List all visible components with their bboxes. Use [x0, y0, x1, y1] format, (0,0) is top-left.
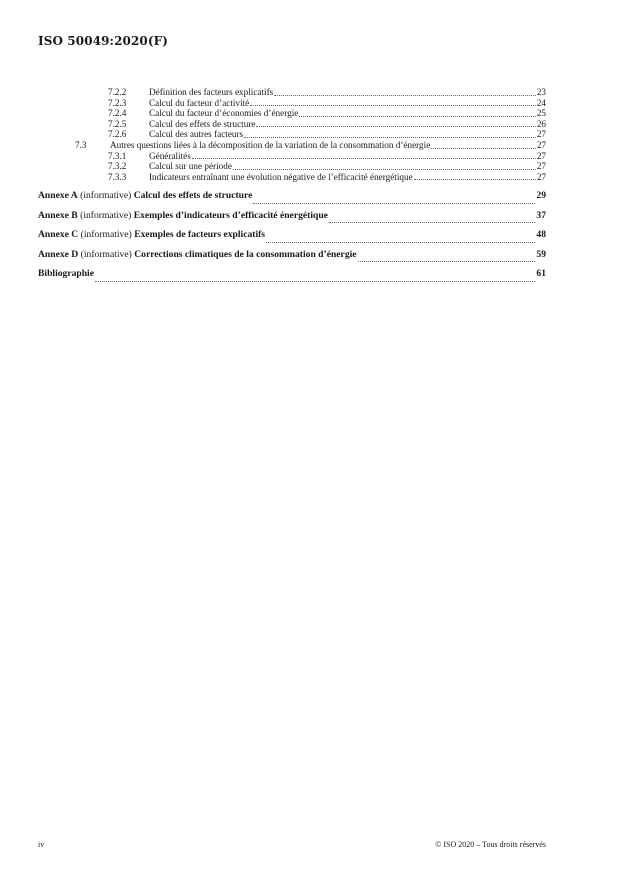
toc-entry-title: Indicateurs entraînant une évolution négative de l’efficacité énergétique: [149, 171, 413, 182]
dot-leader: [256, 126, 535, 127]
toc-entry-page: 27: [536, 150, 546, 161]
annex-page: 29: [536, 190, 546, 202]
toc-entry-page: 25: [536, 108, 546, 119]
toc-entry-title: Définition des facteurs explicatifs: [149, 87, 274, 97]
toc-entry-number: 7.3.2: [108, 161, 127, 172]
toc-entry[interactable]: [38, 172, 546, 183]
dot-leader: [95, 281, 535, 282]
toc-entry-title: Calcul sur une période: [149, 161, 232, 172]
toc-entry[interactable]: [38, 87, 546, 98]
toc-entry-number: 7.2.5: [108, 118, 127, 129]
dot-leader: [358, 261, 536, 262]
dot-leader: [266, 242, 535, 243]
annex-label: Annexe B: [38, 209, 78, 221]
annex-page: 59: [536, 248, 546, 260]
dot-leader: [274, 95, 536, 96]
toc-entry-number: 7.3.3: [108, 171, 127, 182]
toc-entry-page: 23: [536, 87, 546, 97]
dot-leader: [233, 169, 536, 170]
toc-entry-page: 24: [536, 97, 546, 108]
toc-entry-title: Calcul des effets de structure: [149, 118, 256, 129]
toc-entry[interactable]: [38, 140, 546, 151]
toc-entry-title: Calcul du facteur d’économies d’énergie: [149, 108, 299, 119]
toc-entry[interactable]: [38, 161, 546, 172]
toc-annex-d[interactable]: [38, 245, 546, 265]
toc-entry-title: Autres questions liées à la décomposition de la variation de la consommation d’énergie: [110, 139, 431, 150]
annex-type: (informative): [80, 209, 132, 221]
toc-entry-title: Calcul des autres facteurs: [149, 129, 244, 140]
annex-page: 37: [536, 209, 546, 221]
bibliography-page: 61: [536, 268, 546, 280]
toc-entry-number: 7.2.4: [108, 108, 127, 119]
toc-entry-page: 27: [536, 139, 546, 150]
page-number: iv: [38, 840, 45, 849]
toc-entry-number: 7.2.3: [108, 97, 127, 108]
annex-title: Exemples de facteurs explicatifs: [134, 229, 266, 241]
toc-entry-page: 27: [536, 129, 546, 140]
toc-entry-page: 27: [536, 171, 546, 182]
dot-leader: [192, 158, 536, 159]
dot-leader: [431, 148, 536, 149]
annex-title: Corrections climatiques de la consommation d’énergie: [134, 248, 357, 260]
toc-bibliography[interactable]: [38, 264, 546, 284]
toc-entry[interactable]: [38, 108, 546, 119]
toc-entry-page: 27: [536, 161, 546, 172]
annex-type: (informative): [80, 190, 132, 202]
toc-entry-title: Généralités: [149, 150, 191, 161]
toc-entry-number: 7.2.2: [108, 87, 127, 97]
dot-leader: [414, 179, 536, 180]
annex-title: Exemples d’indicateurs d’efficacité énergétique: [133, 209, 328, 221]
dot-leader: [250, 105, 536, 106]
annex-type: (informative): [80, 248, 132, 260]
copyright-notice: © ISO 2020 – Tous droits réservés: [435, 840, 546, 849]
bibliography-title: Bibliographie: [38, 268, 94, 280]
toc-entry[interactable]: [38, 151, 546, 162]
table-of-contents: [38, 87, 546, 284]
annex-title: Calcul des effets de structure: [133, 190, 253, 202]
page-footer: [38, 840, 546, 849]
toc-entry[interactable]: [38, 129, 546, 140]
dot-leader: [299, 116, 535, 117]
toc-annex-a[interactable]: [38, 186, 546, 206]
toc-entry[interactable]: [38, 98, 546, 109]
annex-page: 48: [536, 229, 546, 241]
dot-leader: [244, 137, 536, 138]
toc-entry-number: 7.3: [75, 139, 87, 150]
annex-label: Annexe D: [38, 248, 79, 260]
document-id: ISO 50049:2020(F): [38, 34, 169, 48]
toc-entry-number: 7.3.1: [108, 150, 127, 161]
dot-leader: [329, 222, 535, 223]
toc-entry-title: Calcul du facteur d’activité: [149, 97, 250, 108]
annex-type: (informative): [80, 229, 132, 241]
toc-entry-number: 7.2.6: [108, 129, 127, 140]
toc-annex-b[interactable]: [38, 206, 546, 226]
dot-leader: [253, 203, 535, 204]
toc-entry[interactable]: [38, 119, 546, 130]
toc-annex-c[interactable]: [38, 225, 546, 245]
annex-label: Annexe A: [38, 190, 78, 202]
toc-entry-page: 26: [536, 118, 546, 129]
annex-label: Annexe C: [38, 229, 79, 241]
